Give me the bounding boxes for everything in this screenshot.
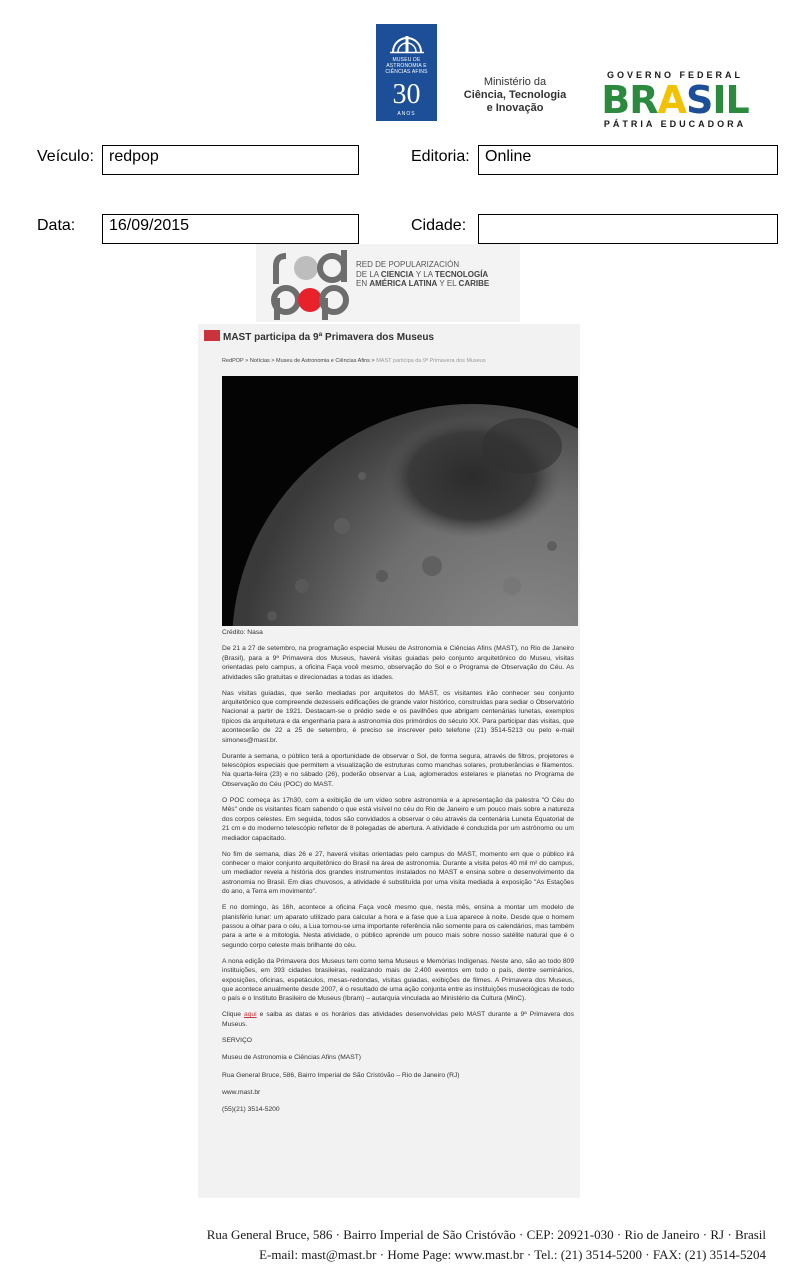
moon-image bbox=[222, 376, 578, 626]
mast-logo-name: MUSEU DE ASTRONOMIA E CIÊNCIAS AFINS bbox=[385, 57, 428, 75]
veiculo-field[interactable]: redpop bbox=[102, 145, 359, 175]
gov-logo-bottom-text: PÁTRIA EDUCADORA bbox=[603, 119, 747, 129]
article-paragraph: No fim de semana, dias 26 e 27, haverá visitas orientadas pelo campus do MAST, momento em que o público irá conhecer o maior conjunto arquitetônico do Brasil na área de astronomia. Durante a visita pelos 40 mil m² do campus, um mediador revela a história dos grandes instrumentos instalados no MAST e ensina sobre o desenvolvimento da astronomia no Brasil. Em dias chuvosos, a atividade é substituída por uma visita mediada à exposição "As Estações do ano, a Terra em movimento". bbox=[222, 850, 574, 896]
brasil-letter: R bbox=[629, 78, 658, 122]
cidade-field[interactable] bbox=[478, 214, 778, 244]
brasil-wordmark bbox=[601, 78, 748, 122]
article-paragraph-link: Clique aqui e saiba as datas e os horários das atividades desenvolvidas pelo MAST durante a 9ª Primavera dos Museus. bbox=[222, 1011, 574, 1028]
article-paragraph: Durante a semana, o público terá a oportunidade de observar o Sol, de forma segura, através de filtros, projetores e telescópios especiais que permitem a visualização de estruturas como manchas solares, protuberâncias e filamentos. Na quarta-feira (23) e no sábado (26), poderão observar a Lua, aglomerados estelares e planetas no Programa de Observação do Céu (POC) do MAST. bbox=[222, 752, 574, 788]
cidade-label: Cidade: bbox=[411, 217, 467, 234]
observatory-dome-icon bbox=[387, 30, 427, 54]
article-paragraph: A nona edição da Primavera dos Museus tem como tema Museus e Memórias Indígenas. Neste ano, são ao todo 809 instituições, em 393 cidades brasileiras, realizando mais de 2.400 eventos em todo o país, dentre seminários, exposições, oficinas, espetáculos, mesas-redondas, visitas guiadas, exibições de filmes. A Primavera dos Museus, que acontece anualmente desde 2007, é o resultado de uma ação conjunta entre as instituições museológicas de todo o país e o Instituto Brasileiro de Museus (Ibram) – autarquia vinculada ao Ministério da Cultura (MinC). bbox=[222, 957, 574, 1003]
editoria-field[interactable]: Online bbox=[478, 145, 778, 175]
redpop-tagline-1: RED DE POPULARIZACIÓN bbox=[356, 260, 460, 269]
article-paragraph: De 21 a 27 de setembro, na programação especial Museu de Astronomia e Ciências Afins (MAST), no Rio de Janeiro (Brasil), para a 9ª Primavera dos Museus, haverá visitas guiadas pelo conjunto arquitetônico do Museu, visitas orientadas pelo campus, a oficina Faça você mesmo, observação do Sol e o Programa de Observação do Céu. As atividades são gratuitas e direcionadas a todas as idades. bbox=[222, 645, 574, 681]
redpop-mark-icon bbox=[264, 250, 354, 320]
governo-federal-logo bbox=[590, 70, 760, 128]
article-clipping bbox=[198, 324, 580, 1198]
service-line: Rua General Bruce, 586, Bairro Imperial de São Cristóvão – Rio de Janeiro (RJ) bbox=[222, 1071, 460, 1079]
article-paragraph: Nas visitas guiadas, que serão mediadas por arquitetos do MAST, os visitantes irão conhecer seu conjunto arquitetônico que compreende dezesseis edificações de grande valor histórico, construídas para sediar o Observatório Nacional a partir de 1921. Destacam-se o prédio sede e os pavilhões que abrigam centenárias lunetas, exemplos típicos da arquitetura e da engenharia para a astronomia dos primórdios do século XX. Para participar das visitas, que acontecerão de 22 a 25 de setembro, é preciso se inscrever pelo telefone (21) 3514-5213 ou pelo e-mail simones@mast.br. bbox=[222, 689, 574, 744]
service-phone: (55)(21) 3514-5200 bbox=[222, 1106, 280, 1114]
brasil-letter: S bbox=[685, 78, 713, 122]
gov-logo-brasil-word bbox=[590, 78, 760, 122]
mast-logo-number: 30 bbox=[392, 79, 421, 110]
moon-photo bbox=[222, 376, 578, 626]
ministry-line-1: Ministério da bbox=[483, 76, 547, 88]
article-body bbox=[222, 628, 574, 1123]
ministry-line-2: Ciência, Tecnologia bbox=[463, 89, 567, 101]
service-website[interactable]: www.mast.br bbox=[222, 1089, 261, 1096]
veiculo-label: Veículo: bbox=[37, 148, 94, 165]
data-label: Data: bbox=[37, 217, 76, 234]
gov-logo-top-text: GOVERNO FEDERAL bbox=[606, 70, 743, 80]
mast-30-anos-logo bbox=[376, 24, 437, 121]
breadcrumb: RedPOP > Notícias > Museu de Astronomia e Ciências Afins > MAST participa da 9ª Primavera dos Museus bbox=[222, 358, 486, 364]
breadcrumb-item[interactable]: Notícias bbox=[249, 358, 270, 364]
aqui-link[interactable]: aqui bbox=[243, 1011, 257, 1019]
brasil-letter: A bbox=[657, 78, 686, 122]
redpop-tagline-3: EN AMÉRICA LATINA Y EL CARIBE bbox=[356, 279, 490, 288]
ministry-line-3: e Inovação bbox=[486, 102, 544, 114]
ministry-logo bbox=[449, 76, 577, 120]
article-title: MAST participa da 9ª Primavera dos Museus bbox=[204, 330, 574, 343]
title-marker-icon bbox=[204, 330, 220, 341]
brasil-letter: B bbox=[601, 78, 630, 122]
service-line: Museu de Astronomia e Ciências Afins (MAST) bbox=[222, 1054, 362, 1062]
redpop-tagline-2: DE LA CIENCIA Y LA TECNOLOGÍA bbox=[356, 269, 489, 279]
breadcrumb-current: MAST participa da 9ª Primavera dos Museus bbox=[376, 358, 486, 364]
breadcrumb-item[interactable]: RedPOP bbox=[222, 358, 244, 364]
article-paragraph: E no domingo, às 16h, acontece a oficina Faça você mesmo que, nesta mês, ensina a montar um modelo de planisfério lunar: um aparato utilizado para calcular a hora e a fase que a Lua aparece à noite. Desde que o homem passou a olhar para o céu, a Lua tornou-se uma importante referência não somente para os calendários, mas também para a arte e a mitologia. Nesta atividade, o público aprende um pouco mais sobre nosso satélite natural que é o segundo corpo celeste mais brilhante do céu. bbox=[222, 904, 574, 949]
footer-contacts: E-mail: mast@mast.br · Home Page: www.mast.br · Tel.: (21) 3514-5200 · FAX: (21) 3514-5204 bbox=[259, 1247, 766, 1262]
editoria-label: Editoria: bbox=[411, 148, 470, 165]
brasil-letter: I bbox=[712, 78, 726, 122]
redpop-logo bbox=[256, 244, 520, 322]
article-paragraph: O POC começa às 17h30, com a exibição de um vídeo sobre astronomia e a apresentação da palestra "O Céu do Mês" onde os visitantes ficam sabendo o que está visível no céu do Rio de Janeiro e um pouco mais sobre a natureza dos corpos celestes. Em seguida, todos são convidados a observar o céu através da centenária Luneta Equatorial de 21 cm e do moderno telescópio refletor de 8 polegadas de abertura. A atividade é conduzida por um astrônomo ou um mediador capacitado. bbox=[222, 796, 574, 842]
footer-address: Rua General Bruce, 586 · Bairro Imperial de São Cristóvão · CEP: 20921-030 · Rio de Janeiro · RJ · Brasil bbox=[206, 1227, 766, 1242]
breadcrumb-item[interactable]: Museu de Astronomia e Ciências Afins bbox=[276, 358, 370, 364]
brasil-letter: L bbox=[725, 78, 749, 122]
redpop-tagline bbox=[356, 260, 516, 289]
data-field[interactable]: 16/09/2015 bbox=[102, 214, 359, 244]
photo-credit: Crédito: Nasa bbox=[222, 629, 263, 636]
service-heading: SERVIÇO bbox=[222, 1036, 252, 1044]
mast-logo-years: ANOS bbox=[397, 111, 416, 117]
